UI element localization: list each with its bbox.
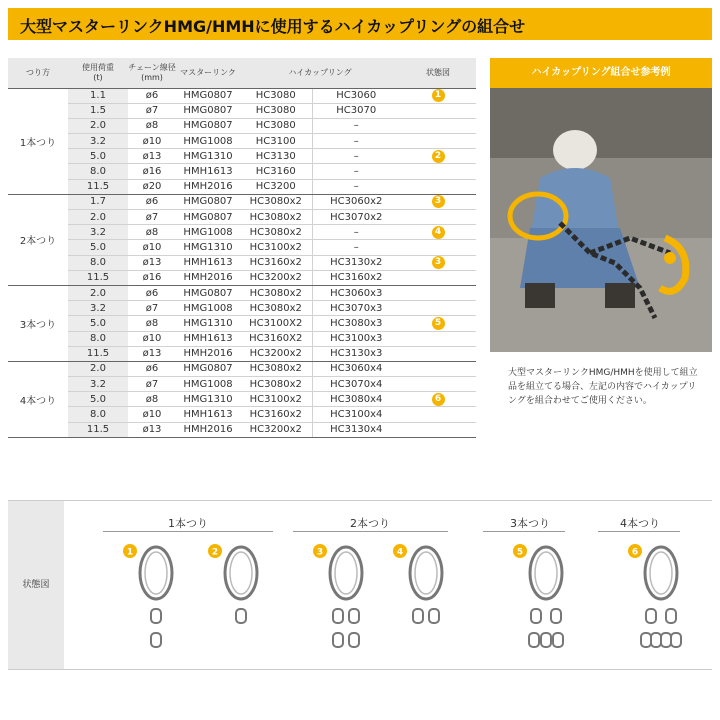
chain-cell: ø10: [128, 134, 176, 149]
coupling-shape: [553, 633, 563, 647]
master-link-cell: HMH1613: [176, 331, 240, 346]
load-cell: 8.0: [68, 331, 128, 346]
header-load: 使用荷重 (t): [68, 58, 128, 88]
chain-cell: ø7: [128, 301, 176, 316]
master-link-cell: HMG0807: [176, 194, 240, 209]
state-number-badge: 4: [432, 226, 445, 239]
coupling-1-cell: HC3160X2: [240, 331, 312, 346]
table-row: [8, 270, 476, 285]
master-link-cell: HMG1310: [176, 392, 240, 407]
state-cell: [400, 422, 476, 437]
coupling-1-cell: HC3160x2: [240, 407, 312, 422]
load-cell: 8.0: [68, 407, 128, 422]
table-row: [8, 194, 476, 209]
coupling-shape: [661, 633, 671, 647]
master-link-cell: HMG0807: [176, 285, 240, 300]
table-row: [8, 210, 476, 225]
coupling-2-cell: HC3130x2: [312, 255, 400, 270]
coupling-1-cell: HC3080: [240, 88, 312, 103]
table-row: [8, 118, 476, 133]
master-link-cell: HMH2016: [176, 422, 240, 437]
master-link-cell: HMG1310: [176, 149, 240, 164]
load-cell: 11.5: [68, 422, 128, 437]
diagram-group-1: 1本つり: [168, 517, 208, 530]
coupling-shape: [413, 609, 423, 623]
load-cell: 5.0: [68, 240, 128, 255]
state-diagram-section: [8, 500, 712, 670]
coupling-1-cell: HC3200x2: [240, 346, 312, 361]
table-row: [8, 346, 476, 361]
state-cell: [400, 377, 476, 392]
coupling-shape: [646, 609, 656, 623]
diagram-group-3: 3本つり: [510, 517, 550, 530]
header-chain: チェーン線径 (mm): [128, 58, 176, 88]
coupling-2-cell: –: [312, 118, 400, 133]
chain-cell: ø8: [128, 118, 176, 133]
coupling-1-cell: HC3100x2: [240, 240, 312, 255]
table-row: [8, 422, 476, 437]
coupling-shape: [531, 609, 541, 623]
coupling-2-cell: HC3160x2: [312, 270, 400, 285]
coupling-shape: [641, 633, 651, 647]
coupling-1-cell: HC3160x2: [240, 255, 312, 270]
load-cell: 8.0: [68, 255, 128, 270]
chain-cell: ø13: [128, 346, 176, 361]
load-cell: 3.2: [68, 377, 128, 392]
coupling-shape: [151, 609, 161, 623]
coupling-shape: [429, 609, 439, 623]
state-cell: [400, 103, 476, 118]
coupling-2-cell: HC3060x3: [312, 285, 400, 300]
title-banner: [8, 8, 712, 40]
coupling-2-cell: HC3060x2: [312, 194, 400, 209]
chain-cell: ø7: [128, 377, 176, 392]
coupling-1-cell: HC3080x2: [240, 361, 312, 376]
coupling-2-cell: HC3130x3: [312, 346, 400, 361]
load-cell: 11.5: [68, 179, 128, 194]
suspension-group-label: 2本つり: [8, 194, 68, 285]
load-cell: 1.1: [68, 88, 128, 103]
chain-cell: ø8: [128, 225, 176, 240]
chain-cell: ø10: [128, 407, 176, 422]
table-row: [8, 103, 476, 118]
coupling-shape: [666, 609, 676, 623]
state-cell: [400, 240, 476, 255]
master-link-cell: HMG0807: [176, 118, 240, 133]
reference-panel: [490, 58, 712, 490]
state-diagram-2: [208, 544, 257, 623]
coupling-1-cell: HC3080x2: [240, 210, 312, 225]
load-cell: 2.0: [68, 361, 128, 376]
state-number-badge: 1: [432, 89, 445, 102]
header-suspension: つり方: [8, 58, 68, 88]
master-link-cell: HMH2016: [176, 270, 240, 285]
state-cell: [400, 210, 476, 225]
coupling-2-cell: HC3060: [312, 88, 400, 103]
coupling-2-cell: –: [312, 164, 400, 179]
load-cell: 5.0: [68, 149, 128, 164]
table-row: [8, 285, 476, 300]
coupling-shape: [529, 633, 539, 647]
page-title: 大型マスターリンクHMG/HMHに使用するハイカップリングの組合せ: [20, 17, 526, 36]
coupling-shape: [651, 633, 661, 647]
state-cell: [400, 225, 476, 240]
master-link-cell: HMG1008: [176, 377, 240, 392]
state-cell: [400, 285, 476, 300]
state-diagram-5: [513, 544, 563, 647]
table-row: [8, 240, 476, 255]
state-diagram-1: [123, 544, 172, 647]
coupling-1-cell: HC3080x2: [240, 285, 312, 300]
load-cell: 2.0: [68, 210, 128, 225]
master-link-cell: HMH1613: [176, 407, 240, 422]
spec-table: [8, 58, 476, 438]
chain-cell: ø13: [128, 149, 176, 164]
chain-cell: ø7: [128, 103, 176, 118]
load-cell: 3.2: [68, 134, 128, 149]
state-cell: [400, 331, 476, 346]
state-cell: [400, 361, 476, 376]
coupling-2-cell: HC3070x3: [312, 301, 400, 316]
coupling-shape: [349, 609, 359, 623]
load-cell: 11.5: [68, 346, 128, 361]
state-number-badge: 3: [432, 256, 445, 269]
state-cell: [400, 255, 476, 270]
state-cell: [400, 270, 476, 285]
coupling-2-cell: HC3130x4: [312, 422, 400, 437]
coupling-1-cell: HC3100: [240, 134, 312, 149]
state-cell: [400, 149, 476, 164]
load-cell: 2.0: [68, 285, 128, 300]
chain-cell: ø20: [128, 179, 176, 194]
master-link-cell: HMG1008: [176, 225, 240, 240]
coupling-shape: [541, 633, 551, 647]
load-cell: 1.7: [68, 194, 128, 209]
coupling-1-cell: HC3100x2: [240, 392, 312, 407]
diagram-group-4: 4本つり: [620, 517, 660, 530]
chain-cell: ø10: [128, 240, 176, 255]
load-cell: 5.0: [68, 392, 128, 407]
coupling-shape: [151, 633, 161, 647]
coupling-1-cell: HC3200x2: [240, 270, 312, 285]
state-cell: [400, 134, 476, 149]
table-row: [8, 331, 476, 346]
chain-cell: ø6: [128, 361, 176, 376]
diagram-number: 5: [516, 547, 524, 558]
master-link-cell: HMG0807: [176, 88, 240, 103]
state-cell: [400, 301, 476, 316]
chain-cell: ø16: [128, 270, 176, 285]
load-cell: 11.5: [68, 270, 128, 285]
state-diagram-3: [313, 544, 362, 647]
state-diagram-label: 状態図: [22, 580, 50, 590]
coupling-shape: [551, 609, 561, 623]
coupling-2-cell: –: [312, 134, 400, 149]
coupling-shape: [333, 609, 343, 623]
master-link-inner: [415, 552, 437, 594]
table-row: [8, 88, 476, 103]
master-link-inner: [145, 552, 167, 594]
chain-cell: ø8: [128, 316, 176, 331]
table-row: [8, 377, 476, 392]
table-header-row: [8, 58, 476, 88]
coupling-1-cell: HC3130: [240, 149, 312, 164]
diagram-number: 6: [631, 547, 639, 558]
coupling-1-cell: HC3200x2: [240, 422, 312, 437]
master-link-cell: HMG1310: [176, 240, 240, 255]
state-diagram-label-box: [8, 501, 64, 669]
table-row: [8, 255, 476, 270]
reference-photo: [490, 88, 712, 352]
suspension-group-label: 3本つり: [8, 285, 68, 361]
chain-cell: ø6: [128, 285, 176, 300]
coupling-2-cell: –: [312, 240, 400, 255]
table-row: [8, 134, 476, 149]
coupling-shape: [236, 609, 246, 623]
coupling-1-cell: HC3080: [240, 118, 312, 133]
master-link-cell: HMH1613: [176, 164, 240, 179]
coupling-2-cell: –: [312, 179, 400, 194]
state-cell: [400, 346, 476, 361]
load-cell: 1.5: [68, 103, 128, 118]
coupling-shape: [333, 633, 343, 647]
coupling-2-cell: –: [312, 225, 400, 240]
coupling-shape: [349, 633, 359, 647]
coupling-2-cell: HC3100x3: [312, 331, 400, 346]
master-link-cell: HMG1310: [176, 316, 240, 331]
coupling-1-cell: HC3080x2: [240, 225, 312, 240]
load-cell: 3.2: [68, 301, 128, 316]
coupling-2-cell: HC3100x4: [312, 407, 400, 422]
state-number-badge: 2: [432, 150, 445, 163]
table-row: [8, 149, 476, 164]
diagram-number: 4: [396, 547, 404, 558]
state-cell: [400, 164, 476, 179]
chain-cell: ø10: [128, 331, 176, 346]
coupling-1-cell: HC3160: [240, 164, 312, 179]
chain-cell: ø16: [128, 164, 176, 179]
chain-cell: ø6: [128, 88, 176, 103]
coupling-1-cell: HC3080x2: [240, 194, 312, 209]
state-cell: [400, 118, 476, 133]
coupling-2-cell: HC3080x4: [312, 392, 400, 407]
master-link-inner: [535, 552, 557, 594]
diagram-group-2: 2本つり: [350, 517, 390, 530]
state-diagram-4: [393, 544, 442, 623]
table-row: [8, 179, 476, 194]
master-link-cell: HMG0807: [176, 210, 240, 225]
chain-cell: ø13: [128, 422, 176, 437]
master-link-cell: HMG0807: [176, 361, 240, 376]
state-diagram-drawings: [64, 501, 712, 669]
coupling-1-cell: HC3100X2: [240, 316, 312, 331]
coupling-1-cell: HC3200: [240, 179, 312, 194]
coupling-1-cell: HC3080x2: [240, 377, 312, 392]
master-link-cell: HMH2016: [176, 179, 240, 194]
coupling-shape: [671, 633, 681, 647]
coupling-2-cell: HC3060x4: [312, 361, 400, 376]
chain-cell: ø7: [128, 210, 176, 225]
table-row: [8, 407, 476, 422]
state-cell: [400, 392, 476, 407]
master-link-cell: HMG0807: [176, 103, 240, 118]
table-row: [8, 225, 476, 240]
coupling-2-cell: HC3080x3: [312, 316, 400, 331]
state-number-badge: 3: [432, 195, 445, 208]
table-row: [8, 316, 476, 331]
chain-cell: ø8: [128, 392, 176, 407]
reference-title: ハイカップリング組合せ参考例: [490, 58, 712, 88]
header-master: マスターリンク: [176, 58, 240, 88]
state-cell: [400, 194, 476, 209]
diagram-number: 2: [211, 547, 219, 558]
state-number-badge: 5: [432, 317, 445, 330]
coupling-1-cell: HC3080x2: [240, 301, 312, 316]
load-cell: 8.0: [68, 164, 128, 179]
state-cell: [400, 407, 476, 422]
master-link-inner: [650, 552, 672, 594]
load-cell: 2.0: [68, 118, 128, 133]
coupling-2-cell: –: [312, 149, 400, 164]
chain-cell: ø6: [128, 194, 176, 209]
table-row: [8, 361, 476, 376]
master-link-inner: [335, 552, 357, 594]
master-link-inner: [230, 552, 252, 594]
diagram-number: 3: [316, 547, 324, 558]
state-cell: [400, 316, 476, 331]
reference-description: 大型マスターリンクHMG/HMHを使用して組立品を組立てる場合、左記の内容でハイカップリングを組合わせてご使用ください。: [508, 368, 698, 406]
state-number-badge: 6: [432, 393, 445, 406]
suspension-group-label: 1本つり: [8, 88, 68, 194]
state-cell: [400, 179, 476, 194]
master-link-cell: HMG1008: [176, 301, 240, 316]
master-link-cell: HMG1008: [176, 134, 240, 149]
table-row: [8, 301, 476, 316]
load-cell: 3.2: [68, 225, 128, 240]
master-link-cell: HMH1613: [176, 255, 240, 270]
state-cell: [400, 88, 476, 103]
load-cell: 5.0: [68, 316, 128, 331]
chain-cell: ø13: [128, 255, 176, 270]
coupling-2-cell: HC3070x4: [312, 377, 400, 392]
coupling-2-cell: HC3070x2: [312, 210, 400, 225]
coupling-2-cell: HC3070: [312, 103, 400, 118]
master-link-cell: HMH2016: [176, 346, 240, 361]
coupling-1-cell: HC3080: [240, 103, 312, 118]
header-state: 状態図: [400, 58, 476, 88]
header-coupling: ハイカップリング: [240, 58, 400, 88]
state-diagram-6: [628, 544, 681, 647]
diagram-number: 1: [126, 547, 134, 558]
table-row: [8, 164, 476, 179]
suspension-group-label: 4本つり: [8, 361, 68, 437]
table-row: [8, 392, 476, 407]
